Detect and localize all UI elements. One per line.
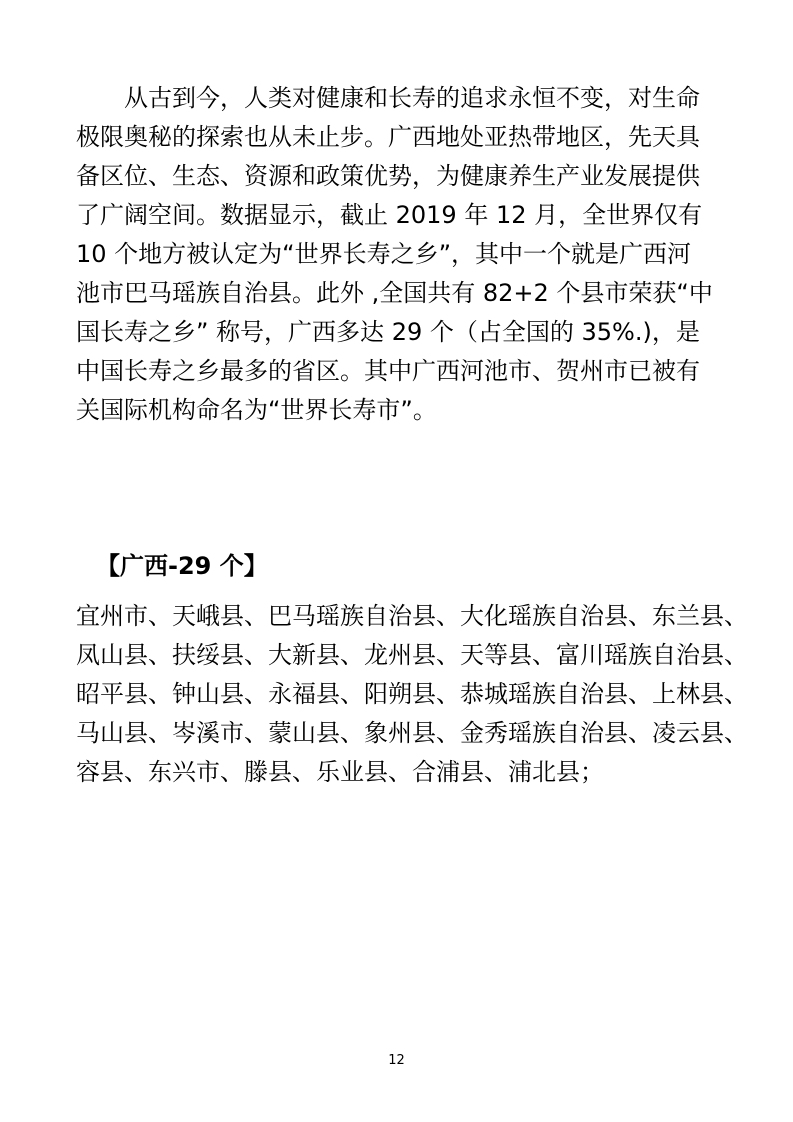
intro-line: 备区位、生态、资源和政策优势，为健康养生产业发展提供 <box>76 162 700 190</box>
county-list <box>76 597 748 792</box>
county-list-line: 凤山县、扶绥县、大新县、龙州县、天等县、富川瑶族自治县、 <box>76 641 748 669</box>
county-list-line: 马山县、岑溪市、蒙山县、象州县、金秀瑶族自治县、凌云县、 <box>76 719 748 747</box>
intro-line: 从古到今，人类对健康和长寿的追求永恒不变，对生命 <box>76 84 700 112</box>
county-list-line: 容县、东兴市、滕县、乐业县、合浦县、浦北县； <box>76 758 604 786</box>
intro-line: 池市巴马瑶族自治县。此外 ,全国共有 82+2 个县市荣获“中 <box>76 279 713 307</box>
intro-line: 10 个地方被认定为“世界长寿之乡”，其中一个就是广西河 <box>76 240 692 268</box>
page-number: 12 <box>388 1053 405 1068</box>
county-list-line: 宜州市、天峨县、巴马瑶族自治县、大化瑶族自治县、东兰县、 <box>76 602 748 630</box>
section-heading: 【广西-29 个】 <box>96 552 268 580</box>
intro-line: 关国际机构命名为“世界长寿市”。 <box>76 396 437 424</box>
intro-line: 国长寿之乡” 称号，广西多达 29 个（占全国的 35%.)，是 <box>76 318 700 346</box>
intro-line: 中国长寿之乡最多的省区。其中广西河池市、贺州市已被有 <box>76 357 700 385</box>
intro-line: 了广阔空间。数据显示，截止 2019 年 12 月，全世界仅有 <box>76 201 703 229</box>
intro-line: 极限奥秘的探索也从未止步。广西地处亚热带地区，先天具 <box>76 123 700 151</box>
county-list-line: 昭平县、钟山县、永福县、阳朔县、恭城瑶族自治县、上林县、 <box>76 680 748 708</box>
intro-paragraph <box>76 79 726 430</box>
